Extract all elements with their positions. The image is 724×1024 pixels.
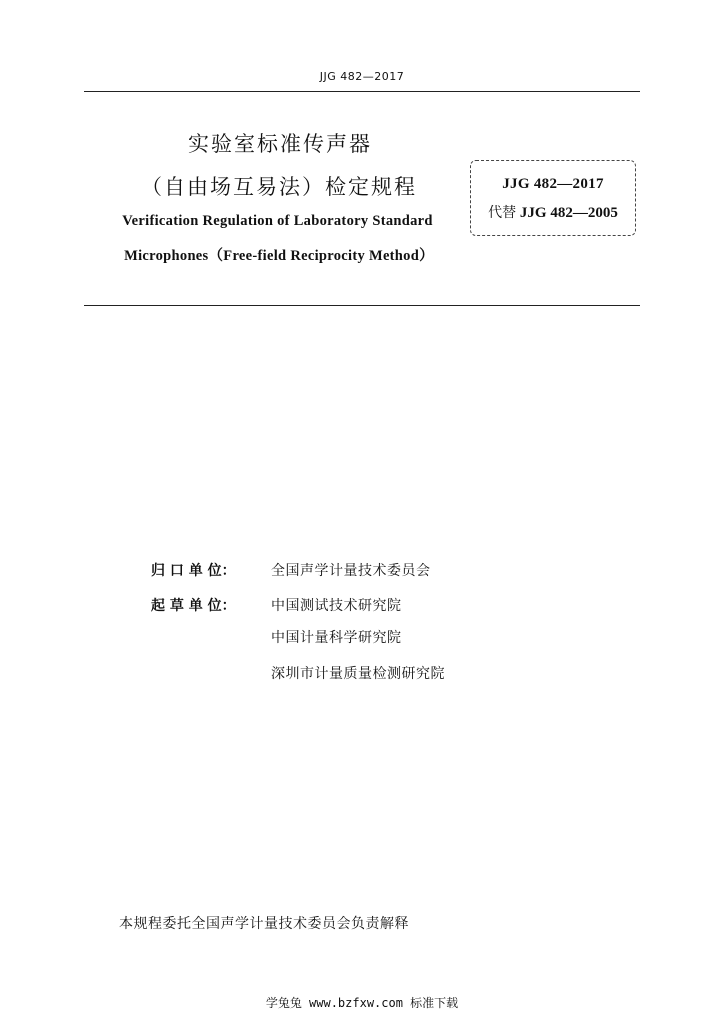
title-chinese-line-2: （自由场互易法）检定规程 xyxy=(141,175,417,199)
replaces-label: 代替 xyxy=(488,205,517,221)
responsible-unit-label: 归 口 单 位： xyxy=(151,563,236,579)
title-block xyxy=(84,125,474,267)
interpretation-note: 本规程委托全国声学计量技术委员会负责解释 xyxy=(119,916,409,932)
standard-code-box xyxy=(470,160,636,236)
current-standard-code: JJG 482—2017 xyxy=(502,176,604,192)
replaced-standard xyxy=(471,202,635,222)
drafting-unit-value: 深圳市计量质量检测研究院 xyxy=(271,666,445,682)
replaced-standard-code: JJG 482—2005 xyxy=(519,205,618,221)
responsible-unit-row xyxy=(151,560,431,582)
drafting-unit-value: 中国计量科学研究院 xyxy=(271,630,402,646)
header-standard-code: JJG 482—2017 xyxy=(319,70,405,83)
download-watermark: 学兔兔 www.bzfxw.com 标准下载 xyxy=(265,996,459,1010)
title-divider xyxy=(84,305,640,306)
drafting-unit-row xyxy=(271,627,402,649)
title-english-line-1: Verification Regulation of Laboratory Standard xyxy=(122,213,433,229)
title-english-line-2: Microphones（Free-field Reciprocity Method） xyxy=(124,248,434,264)
drafting-unit-row xyxy=(271,663,445,685)
drafting-unit-value: 中国测试技术研究院 xyxy=(271,598,402,614)
title-chinese-line-1: 实验室标准传声器 xyxy=(188,132,372,156)
header-divider xyxy=(84,91,640,92)
drafting-unit-row xyxy=(151,595,402,617)
responsible-unit-value: 全国声学计量技术委员会 xyxy=(271,563,431,579)
drafting-unit-label: 起 草 单 位： xyxy=(151,598,236,614)
